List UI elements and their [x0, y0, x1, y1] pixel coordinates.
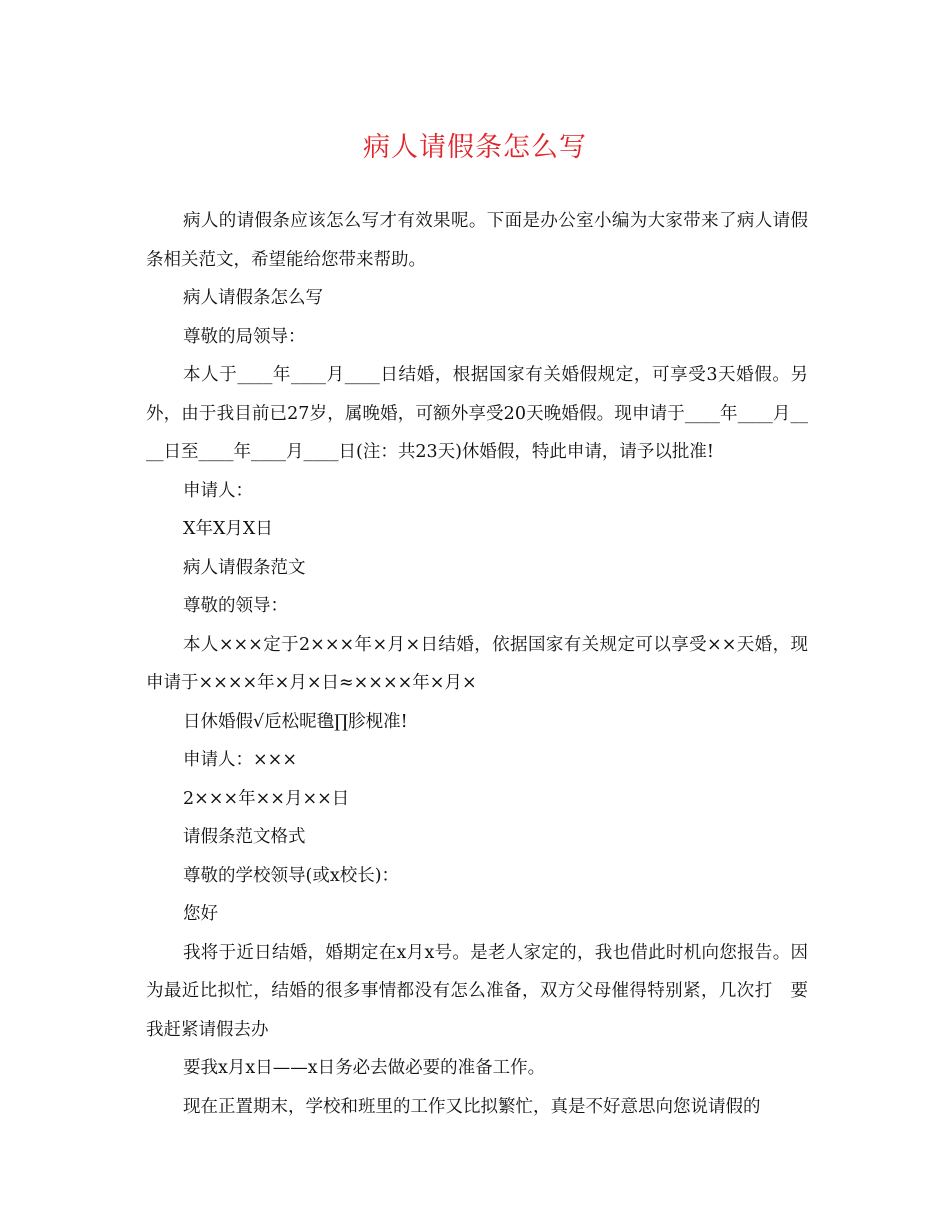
- paragraph-term-end: 现在正置期末，学校和班里的工作又比拟繁忙，真是不好意思向您说请假的: [183, 1096, 761, 1117]
- document-title: 病人请假条怎么写: [363, 132, 587, 163]
- salutation-leader: 尊敬的领导：: [183, 596, 288, 616]
- section-heading-format: 请假条范文格式: [183, 827, 306, 847]
- applicant-label: 申请人：: [183, 480, 253, 501]
- paragraph-sample-request-continued: 日休婚假√卮松昵氇∏胗枧准!: [183, 711, 408, 732]
- section-heading-sample: 病人请假条范文: [183, 557, 306, 578]
- sample-date-line: 2×××年××月××日: [183, 788, 350, 809]
- date-line: X年X月X日: [183, 519, 273, 539]
- paragraph-intro: 病人的请假条应该怎么写才有效果呢。下面是办公室小编为大家带来了病人请假条相关范文，希望能给您带来帮助。: [146, 211, 808, 270]
- paragraph-marriage-leave-request: 本人于____年____月____日结婚，根据国家有关婚假规定，可享受3天婚假。另外，由于我目前已27岁，属晚婚，可额外享受20天晚婚假。现申请于____年____月____日至____年____月____日(注：共23天)休婚假，特此申请，请予以批准!: [146, 365, 808, 462]
- paragraph-wedding-notice: 我将于近日结婚，婚期定在x月x号。是老人家定的，我也借此时机向您报告。因为最近比拟忙，结婚的很多事情都没有怎么准备，双方父母催得特别紧，几次打 要我赶紧请假去办: [146, 942, 808, 1040]
- greeting: 您好: [183, 904, 218, 924]
- document-body: [146, 202, 808, 1126]
- section-heading-how-to-write: 病人请假条怎么写: [183, 288, 323, 308]
- paragraph-preparation-dates: 要我x月x日——x日务必去做必要的准备工作。: [183, 1058, 546, 1078]
- salutation-bureau-leader: 尊敬的局领导：: [183, 326, 306, 347]
- applicant-line: 申请人：×××: [183, 750, 297, 770]
- paragraph-sample-request: 本人×××定于2×××年×月×日结婚，依据国家有关规定可以享受××天婚，现申请于××××年×月×日≈××××年×月×: [146, 634, 808, 693]
- salutation-school-leader: 尊敬的学校领导(或x校长)：: [183, 865, 400, 886]
